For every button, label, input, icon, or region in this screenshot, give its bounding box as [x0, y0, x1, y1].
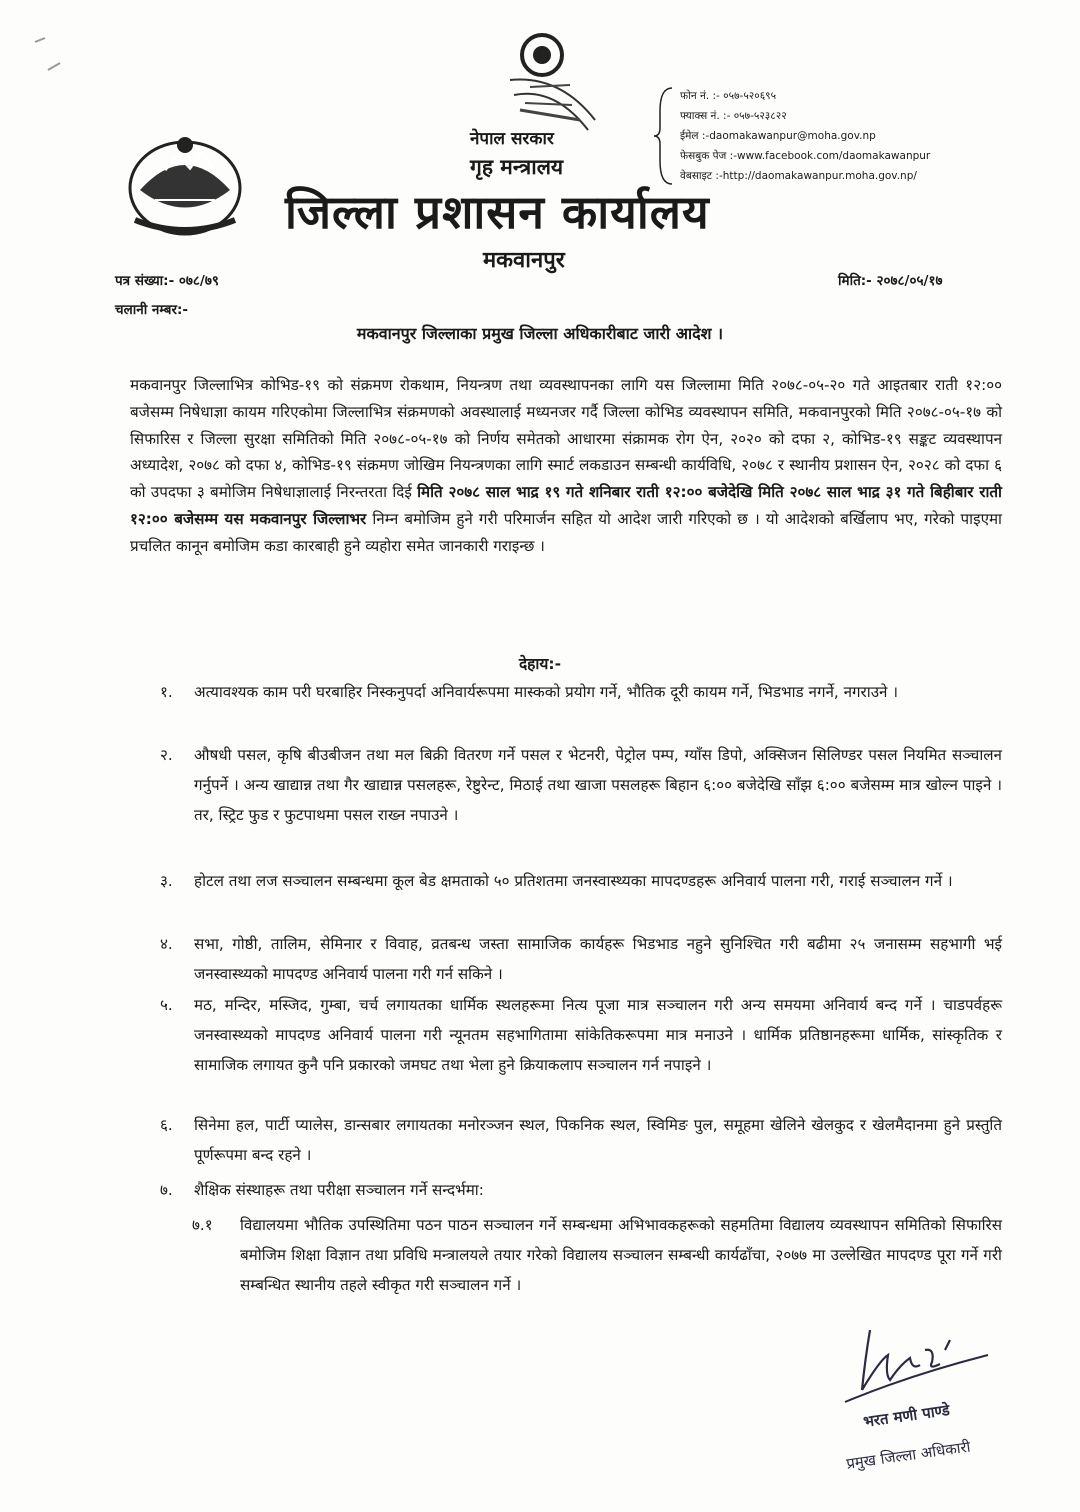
item-number: ५. [160, 996, 173, 1014]
contact-email: ईमेल :-daomakawanpur@moha.gov.np [680, 130, 876, 142]
margin-scribble [30, 30, 80, 80]
sub-item-number: ७.१ [192, 1216, 213, 1234]
contact-facebook: फेसबुक पेज :-www.facebook.com/daomakawanpur [680, 150, 931, 162]
signatory-name: भरत मणी पाण्डे [862, 1400, 951, 1431]
signatory-title: प्रमुख जिल्ला अधिकारी [845, 1437, 972, 1473]
list-item [160, 866, 1002, 896]
item-number: ६. [160, 1116, 173, 1134]
item-number: ७. [160, 1181, 173, 1199]
list-item [160, 990, 1002, 1080]
item-text: सिनेमा हल, पार्टी प्यालेस, डान्सबार लगायतका मनोरञ्जन स्थल, पिकनिक स्थल, स्विमिङ पुल, समूहमा खेलिने खेलकुद र खेलमैदानमा हुने प्रस्तुति पूर्णरूपमा बन्द रहने । [194, 1116, 1002, 1164]
list-item [160, 929, 1002, 989]
office-seal-stamp [500, 25, 600, 140]
handwritten-signature [840, 1320, 990, 1410]
dispatch-number: चलानी नम्बर:- [115, 302, 189, 318]
contact-fax: फ्याक्स नं. :- ०५७-५२३८२२ [680, 110, 787, 122]
list-heading: देहाय:- [518, 655, 562, 673]
item-text: मठ, मन्दिर, मस्जिद, गुम्बा, चर्च लगायतका धार्मिक स्थलहरूमा नित्य पूजा मात्र सञ्चालन गरी अन्य समयमा अनिवार्य बन्द गर्ने । चाडपर्वहरू जनस्वास्थ्यको मापदण्ड अनिवार्य पालना गरी न्यूनतम सहभागितामा सांकेतिकरूपमा मात्र मनाउने । धार्मिक प्रतिष्ठानहरूमा धार्मिक, सांस्कृतिक र सामाजिक लगायत कुनै पनि प्रकारको जमघट तथा भेला हुने क्रियाकलाप सञ्चालन गर्न नपाइने । [194, 996, 1002, 1074]
sub-item-text: विद्यालयमा भौतिक उपस्थितिमा पठन पाठन सञ्चालन गर्ने सम्बन्धमा अभिभावकहरूको सहमतिमा विद्यालय व्यवस्थापन समितिको सिफारिस बमोजिम शिक्षा विज्ञान तथा प्रविधि मन्त्रालयले तयार गरेको विद्यालय सञ्चालन सम्बन्धी कार्यढाँचा, २०७७ मा उल्लेखित मापदण्ड पूरा गर्ने गरी सम्बन्धित स्थानीय तहले स्वीकृत गरी सञ्चालन गर्ने । [240, 1216, 1002, 1294]
contact-phone: फोन नं. :- ०५७-५२०६९५ [680, 90, 777, 102]
order-paragraph [130, 372, 1002, 560]
nepal-emblem-icon [120, 130, 250, 240]
item-number: २. [160, 746, 173, 764]
item-text: शैक्षिक संस्थाहरू तथा परीक्षा सञ्चालन गर्ने सन्दर्भमा: [194, 1181, 484, 1199]
letter-subject: मकवानपुर जिल्लाका प्रमुख जिल्ला अधिकारीबाट जारी आदेश । [356, 324, 724, 343]
list-item [160, 677, 1002, 707]
item-text: सभा, गोष्ठी, तालिम, सेमिनार र विवाह, व्रतबन्ध जस्ता सामाजिक कार्यहरू भिडभाड नहुने सुनिश्चित गरी बढीमा २५ जनासम्म सहभागी भई जनस्वास्थ्यको मापदण्ड अनिवार्य पालना गरी गर्न सकिने । [194, 935, 1002, 983]
contact-block [680, 86, 930, 186]
ministry-name: गृह मन्त्रालय [470, 155, 564, 179]
order-text-part1: मकवानपुर जिल्लाभित्र कोभिड-१९ को संक्रमण रोकथाम, नियन्त्रण तथा व्यवस्थापनका लागि यस जिल्लामा मिति २०७८-०५-२० गते आइतबार राती १२:०० बजेसम्म निषेधाज्ञा कायम गरिएकोमा जिल्लाभित्र संक्रमणको अवस्थालाई मध्यनजर गर्दै जिल्ला कोभिड व्यवस्थापन समिति, मकवानपुरको मिति २०७८-०५-१७ को सिफारिस र जिल्ला सुरक्षा समितिको मिति २०७८-०५-१७ को निर्णय समेतको आधारमा संक्रामक रोग ऐन, २०२० को दफा २, कोभिड-१९ सङ्कट व्यवस्थापन अध्यादेश, २०७८ को दफा ४, कोभिड-१९ संक्रमण जोखिम नियन्त्रणका लागि स्मार्ट लकडाउन सम्बन्धी कार्यविधि, २०७८ र स्थानीय प्रशासन ऐन, २०२८ को दफा ६ को उपदफा ३ बमोजिम निषेधाज्ञालाई निरन्तरता दिई [130, 376, 1002, 502]
item-text: औषधी पसल, कृषि बीउबीजन तथा मल बिक्री वितरण गर्ने पसल र भेटनरी, पेट्रोल पम्प, ग्याँस डिपो, अक्सिजन सिलिण्डर पसल नियमित सञ्चालन गर्नुपर्ने । अन्य खाद्यान्न तथा गैर खाद्यान्न पसलहरू, रेष्टुरेन्ट, मिठाई तथा खाजा पसलहरू बिहान ६:०० बजेदेखि साँझ ६:०० बजेसम्म मात्र खोल्न पाइने । तर, स्ट्रिट फुड र फुटपाथमा पसल राख्न नपाउने । [194, 746, 1002, 824]
letter-date: मिति:- २०७८/०५/१७ [838, 273, 943, 289]
item-text: अत्यावश्यक काम परी घरबाहिर निस्कनुपर्दा अनिवार्यरूपमा मास्कको प्रयोग गर्ने, भौतिक दूरी कायम गर्ने, भिडभाड नगर्ने, नगराउने । [194, 683, 899, 701]
item-number: १. [160, 683, 173, 701]
list-item [160, 740, 1002, 830]
district-name: मकवानपुर [483, 248, 565, 273]
order-text-part2: निम्न बमोजिम हुने गरी परिमार्जन सहित यो आदेश जारी गरिएको छ । यो आदेशको बर्खिलाप भए, गरेको पाइएमा प्रचलित कानून बमोजिम कडा कारबाही हुने व्यहोरा समेत जानकारी गराइन्छ । [130, 509, 1002, 555]
sub-list-item [192, 1210, 1002, 1300]
list-item [160, 1175, 1002, 1205]
list-item [160, 1110, 1002, 1170]
item-text: होटल तथा लज सञ्चालन सम्बन्धमा कूल बेड क्षमताको ५० प्रतिशतमा जनस्वास्थ्यका मापदण्डहरू अनिवार्य पालना गरी, गराई सञ्चालन गर्ने । [194, 872, 953, 890]
order-period-highlight: मिति २०७८ साल भाद्र १९ गते शनिबार राती १२:०० बजेदेखि मिति २०७८ साल भाद्र ३१ गते बिहीबार राती १२:०० बजेसम्म यस मकवानपुर जिल्लाभर [130, 483, 1002, 528]
item-number: ४. [160, 935, 173, 953]
reference-number: पत्र संख्या:- ०७८/७९ [115, 273, 219, 289]
item-number: ३. [160, 872, 173, 890]
contact-brace [652, 86, 674, 186]
government-name: नेपाल सरकार [470, 129, 554, 149]
contact-website: वेबसाइट :-http://daomakawanpur.moha.gov.np/ [680, 170, 917, 182]
office-title: जिल्ला प्रशासन कार्यालय [285, 185, 710, 239]
